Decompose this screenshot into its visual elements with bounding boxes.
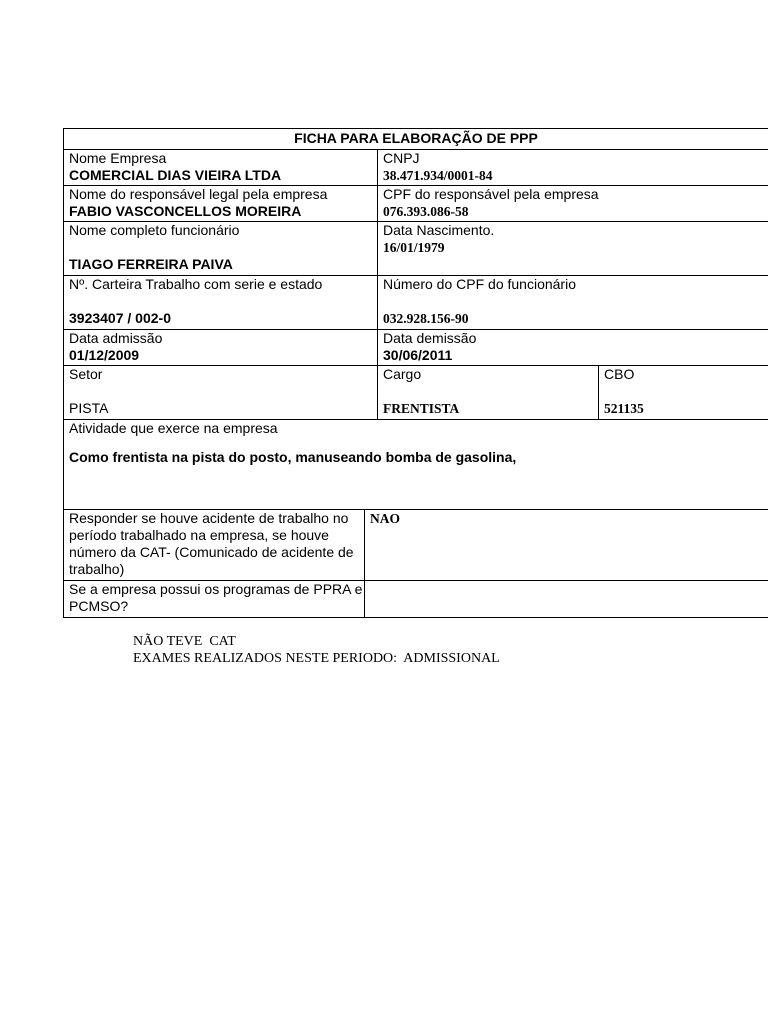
carteira-value: 3923407 / 002-0 bbox=[69, 310, 171, 326]
cell-cbo bbox=[599, 366, 768, 419]
row-carteira bbox=[64, 276, 768, 330]
cpf-funcionario-label: Número do CPF do funcionário bbox=[383, 276, 576, 292]
responsavel-label: Nome do responsável legal pela empresa bbox=[69, 186, 328, 202]
admissao-label: Data admissão bbox=[69, 330, 163, 346]
cell-programas-question: Se a empresa possui os programas de PPRA e PCMSO? bbox=[64, 581, 365, 617]
note-cat: NÃO TEVE CAT bbox=[133, 634, 236, 649]
cbo-value: 521135 bbox=[604, 401, 644, 416]
row-funcionario bbox=[64, 222, 768, 276]
cell-demissao bbox=[378, 330, 768, 365]
notes-block bbox=[133, 633, 500, 667]
cnpj-label: CNPJ bbox=[383, 150, 420, 166]
admissao-value: 01/12/2009 bbox=[69, 347, 140, 363]
row-responsavel bbox=[64, 186, 768, 222]
atividade-value: Como frentista na pista do posto, manuseando bomba de gasolina, bbox=[69, 449, 517, 465]
cell-cpf-funcionario bbox=[378, 276, 768, 329]
cell-acidente-question: Responder se houve acidente de trabalho no período trabalhado na empresa, se houve número da CAT- (Comunicado de acidente de trabalho) bbox=[64, 510, 365, 580]
funcionario-value: TIAGO FERREIRA PAIVA bbox=[69, 256, 233, 272]
cargo-value: FRENTISTA bbox=[383, 401, 460, 416]
cnpj-value: 38.471.934/0001-84 bbox=[383, 168, 493, 183]
row-programas bbox=[64, 581, 768, 618]
note-exames: EXAMES REALIZADOS NESTE PERIODO: ADMISSIONAL bbox=[133, 651, 500, 666]
form-title: FICHA PARA ELABORAÇÃO DE PPP bbox=[294, 130, 538, 146]
demissao-label: Data demissão bbox=[383, 330, 477, 346]
row-datas bbox=[64, 330, 768, 366]
cpf-responsavel-label: CPF do responsável pela empresa bbox=[383, 186, 599, 202]
cell-cpf-responsavel bbox=[378, 186, 768, 221]
nascimento-label: Data Nascimento. bbox=[383, 222, 495, 238]
cell-cnpj bbox=[378, 150, 768, 185]
row-atividade bbox=[64, 420, 768, 510]
cpf-responsavel-value: 076.393.086-58 bbox=[383, 204, 469, 219]
empresa-value: COMERCIAL DIAS VIEIRA LTDA bbox=[69, 167, 282, 183]
cell-setor bbox=[64, 366, 378, 419]
cbo-label: CBO bbox=[604, 366, 635, 382]
form-title-row bbox=[64, 129, 768, 150]
ppp-form-table bbox=[63, 128, 768, 618]
setor-value: PISTA bbox=[69, 400, 109, 416]
cell-atividade bbox=[64, 420, 768, 509]
row-empresa bbox=[64, 150, 768, 186]
cell-cargo bbox=[378, 366, 599, 419]
empresa-label: Nome Empresa bbox=[69, 150, 167, 166]
cell-acidente-answer bbox=[365, 510, 768, 580]
demissao-value: 30/06/2011 bbox=[383, 347, 453, 363]
cell-carteira bbox=[64, 276, 378, 329]
cell-funcionario bbox=[64, 222, 378, 275]
row-acidente bbox=[64, 510, 768, 581]
carteira-label: Nº. Carteira Trabalho com serie e estado bbox=[69, 276, 323, 292]
cell-empresa bbox=[64, 150, 378, 185]
responsavel-value: FABIO VASCONCELLOS MOREIRA bbox=[69, 203, 302, 219]
cpf-funcionario-value: 032.928.156-90 bbox=[383, 311, 469, 326]
atividade-label: Atividade que exerce na empresa bbox=[69, 420, 278, 436]
nascimento-value: 16/01/1979 bbox=[383, 240, 445, 255]
funcionario-label: Nome completo funcionário bbox=[69, 222, 240, 238]
setor-label: Setor bbox=[69, 366, 103, 382]
acidente-value: NAO bbox=[370, 511, 400, 526]
cell-programas-answer bbox=[365, 581, 768, 617]
cell-nascimento bbox=[378, 222, 768, 275]
cell-responsavel bbox=[64, 186, 378, 221]
cell-admissao bbox=[64, 330, 378, 365]
cargo-label: Cargo bbox=[383, 366, 422, 382]
row-setor-cargo bbox=[64, 366, 768, 420]
